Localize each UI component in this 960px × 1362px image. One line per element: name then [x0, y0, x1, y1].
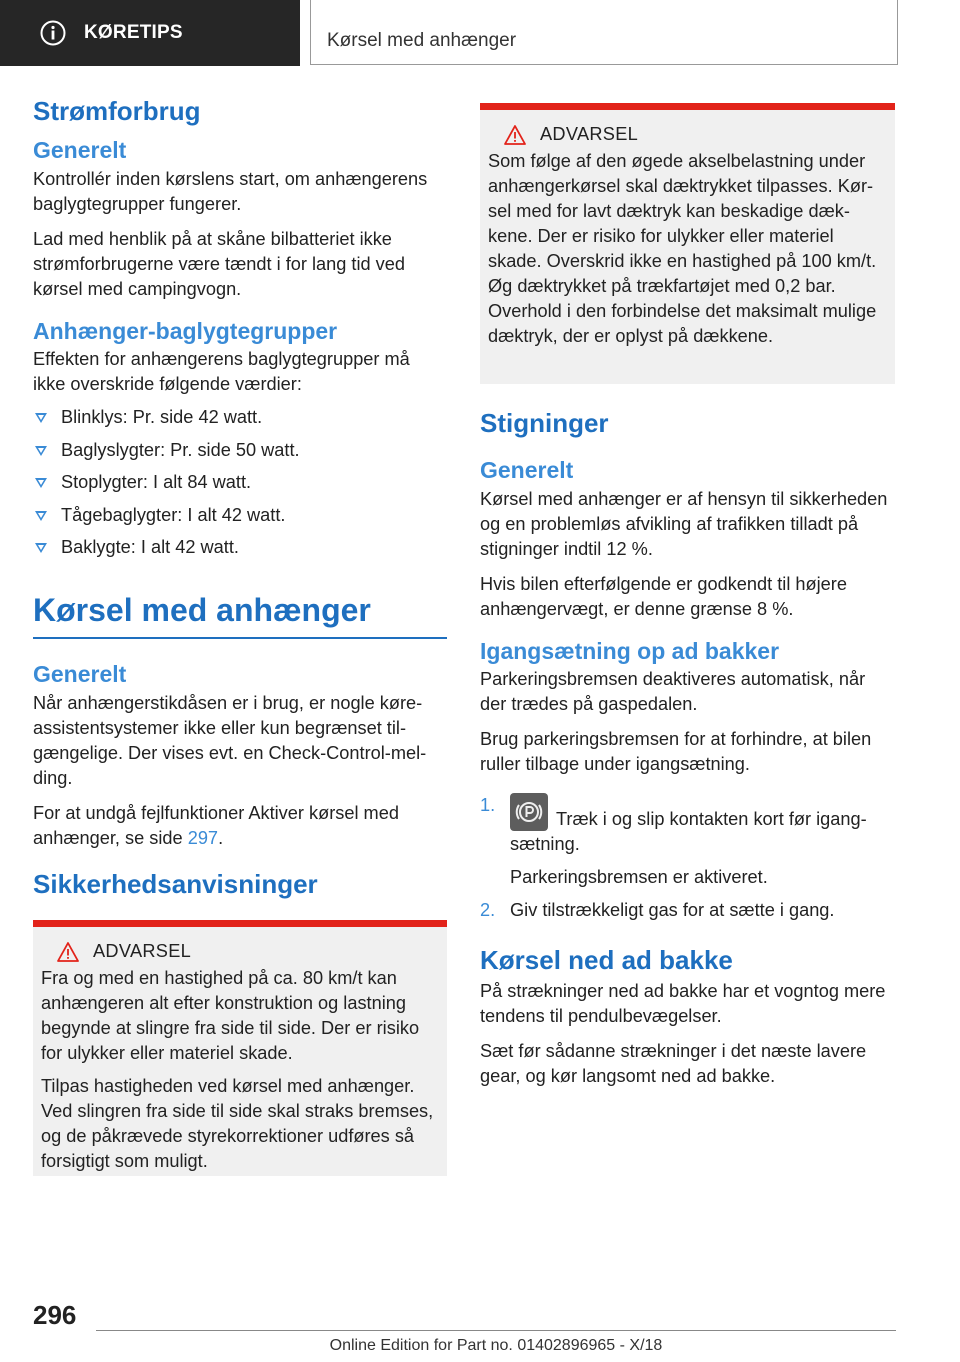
page-link[interactable]: 297 [187, 828, 219, 849]
step-text: Træk i og slip kontakten kort før igangsætning. [510, 809, 867, 855]
right-column [480, 103, 895, 1099]
paragraph: Når anhængerstikdåsen er i brug, er nogle køreassistentsystemer ikke eller kun begrænset tilgængelige. Der vises evt. en Check-Control-melding. [33, 693, 427, 789]
list-item [33, 470, 447, 495]
bullet-triangle-icon [35, 511, 47, 521]
paragraph-text: . [218, 828, 224, 849]
list-item-text: Baklygte: I alt 42 watt. [61, 537, 239, 558]
warning-text: Fra og med en hastighed på ca. 80 km/t kan anhængeren alt efter konstruktion og lastning begynde at slingre fra side til side. Der er risiko for ulykker eller materiel skade. [41, 968, 420, 1064]
header-bar [0, 0, 960, 66]
warning-triangle-icon [504, 125, 526, 145]
list-item [480, 898, 895, 923]
step-subtext: Parkeringsbremsen er aktiveret. [510, 867, 768, 888]
heading-stromforbrug: Strømforbrug [33, 96, 201, 126]
parking-brake-icon [510, 793, 548, 831]
warning-label: ADVARSEL [93, 941, 192, 962]
heading-baglygtegrupper: Anhænger-baglygtegrupper [33, 317, 338, 344]
left-column [33, 96, 447, 1176]
warning-header [504, 124, 887, 145]
info-circle-icon [40, 20, 66, 46]
step-number: 2. [480, 900, 496, 921]
warning-triangle-icon [57, 942, 79, 962]
list-item [33, 503, 447, 528]
paragraph: Kørsel med anhænger er af hensyn til sikkerheden og en problemløs afvikling af trafikken tilladt på stigninger indtil 12 %. [480, 488, 888, 559]
step-number: 1. [480, 795, 496, 816]
warning-text: Tilpas hastigheden ved kørsel med anhænger. Ved slingren fra side til side skal straks bremses, og de påkrævede styrekorrektioner udføres så forsigtigt som muligt. [41, 1076, 434, 1172]
page-title-tab [310, 0, 898, 65]
heading-generelt: Generelt [480, 457, 574, 484]
wattage-list [33, 405, 447, 560]
footer-edition: Online Edition for Part no. 01402896965 - X/18 [329, 1337, 663, 1354]
warning-box [480, 103, 895, 384]
bullet-triangle-icon [35, 478, 47, 488]
heading-generelt: Generelt [33, 661, 127, 688]
heading-generelt: Generelt [33, 137, 127, 164]
list-item [33, 535, 447, 560]
list-item-text: Blinklys: Pr. side 42 watt. [61, 407, 263, 428]
paragraph: På strækninger ned ad bakke har et vogntog mere tendens til pendulbevægelser. [480, 980, 886, 1026]
list-item [33, 405, 447, 430]
list-item-text: Tågebaglygter: I alt 42 watt. [61, 504, 286, 525]
heading-korsel-ned-ad-bakke: Kørsel ned ad bakke [480, 945, 733, 976]
heading-sikkerhedsanvisninger: Sikkerhedsanvisninger [33, 869, 318, 900]
paragraph: Brug parkeringsbremsen for at forhindre, at bilen ruller tilbage under igangsætning. [480, 729, 872, 775]
paragraph: Kontrollér inden kørslens start, om anhængerens baglygtegrupper fungerer. [33, 168, 428, 214]
bullet-triangle-icon [35, 446, 47, 456]
step-text: Giv tilstrækkeligt gas for at sætte i gang. [510, 900, 835, 921]
warning-box [33, 920, 447, 1176]
warning-header [57, 941, 439, 962]
heading-stigninger: Stigninger [480, 408, 609, 438]
paragraph [33, 801, 447, 851]
footer-divider [96, 1330, 896, 1331]
list-item [480, 793, 895, 890]
warning-text: Som følge af den øgede akselbelastning under anhængerkørsel skal dæktrykket tilpasses. Kørsel med for lavt dæktryk kan beskadige dækkene. Der er risiko for ulykker eller materiel skade. Overskrid ikke en hastighed på 100 km/t. Øg dæktrykket på trækfartøjet med 0,2 bar. Overhold i den forbindelse det maksimalt mulige dæktryk, der er oplyst på dækkene. [488, 151, 877, 346]
paragraph-text: For at undgå fejlfunktioner Aktiver kørsel med anhænger, se side [33, 803, 399, 849]
chapter-title: Kørsel med anhænger [33, 590, 447, 640]
paragraph: Lad med henblik på at skåne bilbatteriet ikke strømforbrugerne være tændt i for lang tid ved kørsel med campingvogn. [33, 228, 405, 299]
list-item-text: Baglyslygter: Pr. side 50 watt. [61, 439, 300, 460]
page-title: Kørsel med anhænger [327, 30, 517, 51]
section-label: KØRETIPS [84, 22, 183, 43]
paragraph: Sæt før sådanne strækninger i det næste lavere gear, og kør langsomt ned ad bakke. [480, 1040, 867, 1086]
step-list [480, 793, 895, 923]
heading-igangsaetning: Igangsætning op ad bakker [480, 637, 780, 664]
page-number: 296 [33, 1300, 77, 1330]
bullet-triangle-icon [35, 543, 47, 553]
warning-label: ADVARSEL [540, 124, 639, 144]
list-item [33, 438, 447, 463]
paragraph: Parkeringsbremsen deaktiveres automatisk, når der trædes på gaspedalen. [480, 669, 866, 715]
list-item-text: Stoplygter: I alt 84 watt. [61, 472, 252, 493]
paragraph: Hvis bilen efterfølgende er godkendt til højere anhængervægt, er denne grænse 8 %. [480, 573, 847, 619]
paragraph: Effekten for anhængerens baglygtegrupper må ikke overskride følgende værdier: [33, 349, 410, 395]
bullet-triangle-icon [35, 413, 47, 423]
section-tab[interactable] [0, 0, 300, 66]
